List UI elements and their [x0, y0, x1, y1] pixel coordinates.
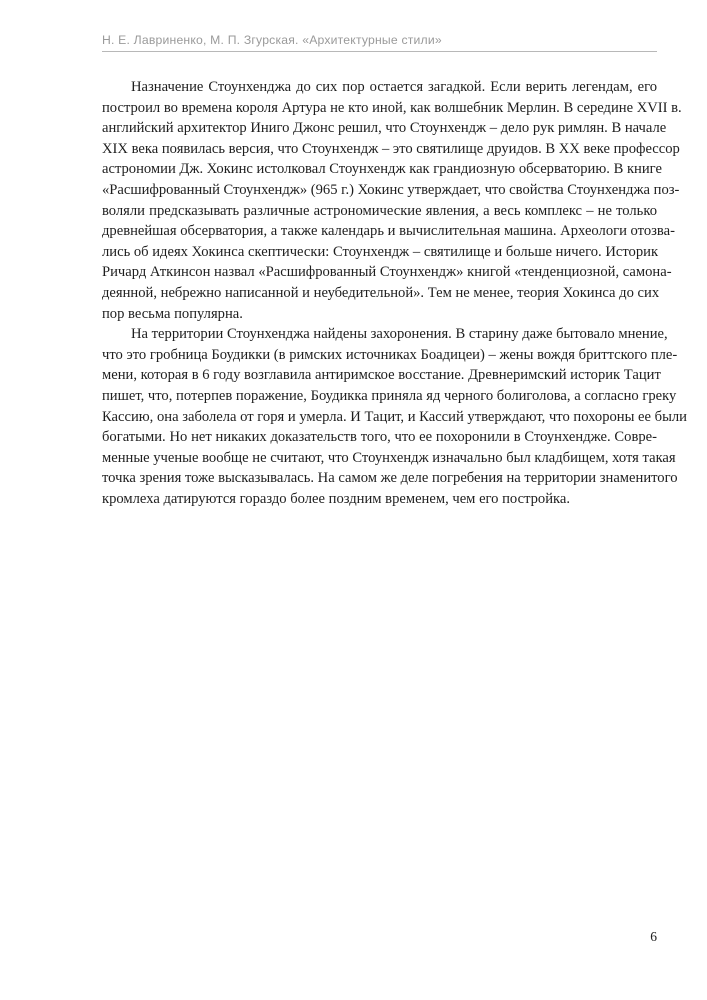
text-line: кромлеха датируются гораздо более поздним временем, чем его постройка.	[102, 490, 571, 507]
text-line: лись об идеях Хокинса скептически: Стоунхендж – святилище и больше ничего. Историк	[102, 243, 659, 260]
paragraph	[102, 77, 682, 324]
text-line: мени, которая в 6 году возглавила антиримское восстание. Древнеримский историк Тацит	[102, 367, 661, 384]
text-line: «Расшифрованный Стоунхендж» (965 г.) Хокинс утверждает, что свойства Стоунхенджа поз-	[102, 181, 680, 198]
text-line: XIX века появилась версия, что Стоунхендж – это святилище друидов. В XX веке профессор	[102, 140, 680, 157]
text-line: деянной, небрежно написанной и неубедительной». Тем не менее, теория Хокинса до сих	[102, 284, 660, 301]
text-line: воляли предсказывать различные астрономические явления, а весь комплекс – не только	[102, 202, 657, 219]
text-line: английский архитектор Иниго Джонс решил, что Стоунхендж – дело рук римлян. В начале	[102, 120, 667, 137]
header-divider	[102, 51, 657, 52]
text-line: Кассию, она заболела от горя и умерла. И Тацит, и Кассий утверждают, что похороны ее были	[102, 408, 687, 425]
body-text	[102, 77, 687, 509]
text-line: древнейшая обсерватория, а также календарь и вычислительная машина. Археологи отозва-	[102, 223, 675, 240]
text-line: построил во времена короля Артура не кто иной, как волшебник Мерлин. В середине XVII в.	[102, 99, 682, 116]
running-header: Н. Е. Лавриненко, М. П. Згурская. «Архитектурные стили»	[102, 33, 442, 47]
text-line: менные ученые вообще не считают, что Стоунхендж изначально был кладбищем, хотя такая	[102, 449, 676, 466]
text-line: пор весьма популярна.	[102, 305, 243, 322]
paragraph	[102, 324, 687, 509]
text-line: пишет, что, потерпев поражение, Боудикка приняла яд черного болиголова, а согласно греку	[102, 387, 677, 404]
text-line: точка зрения тоже высказывалась. На самом же деле погребения на территории знаменитого	[102, 470, 678, 487]
text-line: астрономии Дж. Хокинс истолковал Стоунхендж как грандиозную обсерваторию. В книге	[102, 161, 662, 178]
text-line: богатыми. Но нет никаких доказательств того, что ее похоронили в Стоунхендже. Совре-	[102, 429, 657, 446]
text-line: Ричард Аткинсон назвал «Расшифрованный Стоунхендж» книгой «тенденциозной, самона-	[102, 264, 672, 281]
text-line: Назначение Стоунхенджа до сих пор остается загадкой. Если верить легендам, его	[131, 79, 657, 95]
text-line: На территории Стоунхенджа найдены захоронения. В старину даже бытовало мнение,	[131, 326, 668, 343]
text-line: что это гробница Боудикки (в римских источниках Боадицеи) – жены вождя бриттского пле-	[102, 346, 678, 363]
page-number: 6	[650, 929, 657, 944]
